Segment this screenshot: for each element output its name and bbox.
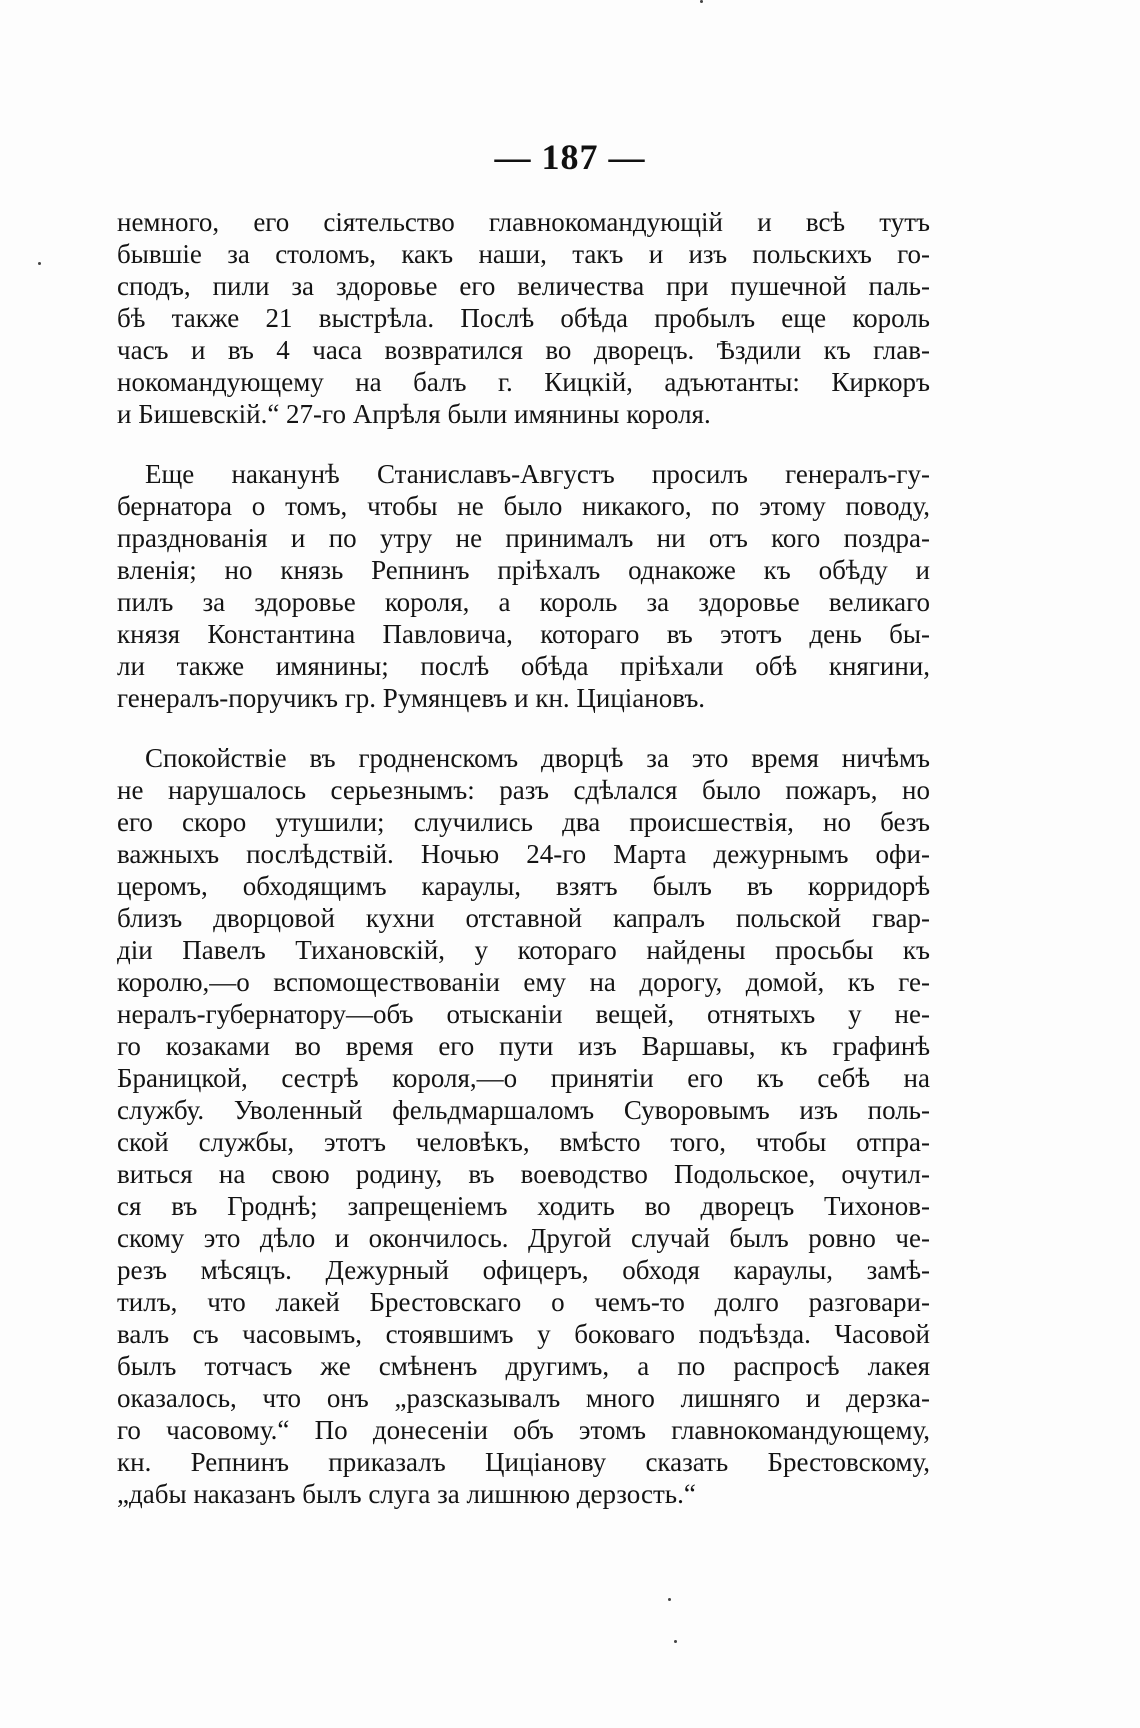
text-line: бѣ также 21 выстрѣла. Послѣ обѣда пробылъ еще король xyxy=(117,303,930,333)
text-line: Еще наканунѣ Станиславъ-Августъ просилъ генералъ-гу- xyxy=(145,459,930,489)
page-number: — 187 — xyxy=(494,137,646,177)
text-line: тилъ, что лакей Брестовскаго о чемъ-то долго разговари- xyxy=(117,1287,930,1317)
text-line: и Бишевскій.“ 27-го Апрѣля были имянины короля. xyxy=(117,399,711,429)
scan-speck xyxy=(674,1640,677,1643)
text-line: ской службы, этотъ человѣкъ, вмѣсто того, чтобы отпра- xyxy=(117,1127,930,1157)
text-line: ся въ Гроднѣ; запрещеніемъ ходить во дворецъ Тихонов- xyxy=(117,1191,930,1221)
paragraph-2 xyxy=(117,458,930,714)
text-line: сподъ, пили за здоровье его величества при пушечной паль- xyxy=(117,271,930,301)
paragraph-1 xyxy=(117,206,930,430)
text-line: Браницкой, сестрѣ короля,—о принятіи его къ себѣ на xyxy=(117,1063,930,1093)
paragraph-3 xyxy=(117,742,930,1510)
text-line: скому это дѣло и окончилось. Другой случай былъ ровно че- xyxy=(117,1223,930,1253)
text-line: Спокойствіе въ гродненскомъ дворцѣ за это время ничѣмъ xyxy=(145,743,930,773)
text-line: „дабы наказанъ былъ слуга за лишнюю дерзость.“ xyxy=(117,1479,696,1509)
text-line: валъ съ часовымъ, стоявшимъ у боковаго подъѣзда. Часовой xyxy=(117,1319,930,1349)
scan-speck xyxy=(700,0,703,3)
scan-speck xyxy=(668,1598,671,1601)
text-line: князя Константина Павловича, котораго въ этотъ день бы- xyxy=(117,619,930,649)
text-line: часъ и въ 4 часа возвратился во дворецъ. Ѣздили къ глав- xyxy=(117,335,930,365)
text-line: пилъ за здоровье короля, а король за здоровье великаго xyxy=(117,587,930,617)
text-line: бывшіе за столомъ, какъ наши, такъ и изъ польскихъ го- xyxy=(117,239,930,269)
text-line: бернатора о томъ, чтобы не было никакого, по этому поводу, xyxy=(117,491,930,521)
text-line: не нарушалось серьезнымъ: разъ сдѣлался было пожаръ, но xyxy=(117,775,930,805)
text-line: го часовому.“ По донесеніи объ этомъ главнокомандующему, xyxy=(117,1415,930,1445)
text-line: го козаками во время его пути изъ Варшавы, къ графинѣ xyxy=(117,1031,930,1061)
text-line: оказалось, что онъ „разсказывалъ много лишняго и дерзка- xyxy=(117,1383,930,1413)
text-line: королю,—о вспомоществованіи ему на дорогу, домой, къ ге- xyxy=(117,967,930,997)
text-line: нокомандующему на балъ г. Кицкій, адъютанты: Киркоръ xyxy=(117,367,930,397)
scan-speck xyxy=(38,262,41,265)
text-line: нералъ-губернатору—объ отысканіи вещей, отнятыхъ у не- xyxy=(117,999,930,1029)
text-line: генералъ-поручикъ гр. Румянцевъ и кн. Циціановъ. xyxy=(117,683,706,713)
text-line: немного, его сіятельство главнокомандующій и всѣ тутъ xyxy=(117,207,930,237)
body-text xyxy=(117,206,930,1524)
text-line: вленія; но князь Репнинъ пріѣхалъ однакоже къ обѣду и xyxy=(117,555,930,585)
text-line: виться на свою родину, въ воеводство Подольское, очутил- xyxy=(117,1159,930,1189)
text-line: діи Павелъ Тихановскій, у котораго найдены просьбы къ xyxy=(117,935,930,965)
text-line: важныхъ послѣдствій. Ночью 24-го Марта дежурнымъ офи- xyxy=(117,839,930,869)
text-line: празднованія и по утру не принималъ ни отъ кого поздра- xyxy=(117,523,930,553)
text-line: кн. Репнинъ приказалъ Циціанову сказать Брестовскому, xyxy=(117,1447,930,1477)
text-line: близъ дворцовой кухни отставной капралъ польской гвар- xyxy=(117,903,930,933)
text-line: его скоро утушили; случились два происшествія, но безъ xyxy=(117,807,930,837)
text-line: былъ тотчасъ же смѣненъ другимъ, а по распросѣ лакея xyxy=(117,1351,930,1381)
text-line: службу. Уволенный фельдмаршаломъ Суворовымъ изъ поль- xyxy=(117,1095,930,1125)
text-line: ли также имянины; послѣ обѣда пріѣхали обѣ княгини, xyxy=(117,651,930,681)
text-line: церомъ, обходящимъ караулы, взятъ былъ въ корридорѣ xyxy=(117,871,930,901)
text-line: резъ мѣсяцъ. Дежурный офицеръ, обходя караулы, замѣ- xyxy=(117,1255,930,1285)
